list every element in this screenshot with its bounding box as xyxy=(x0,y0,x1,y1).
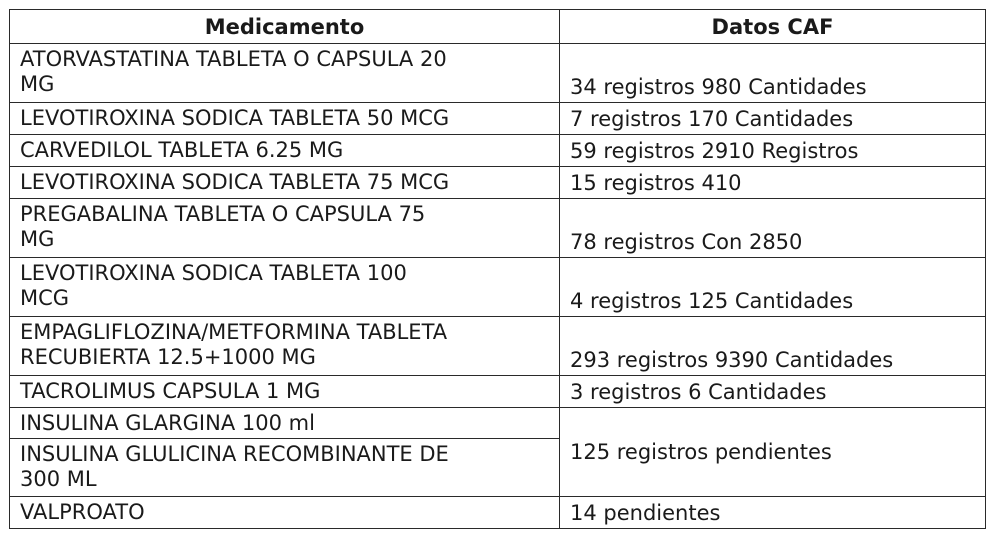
medicamento-cell: ATORVASTATINA TABLETA O CAPSULA 20 MG xyxy=(10,44,560,103)
medicamento-cell: VALPROATO xyxy=(10,497,560,529)
medication-table xyxy=(9,9,986,529)
medicamento-cell: INSULINA GLULICINA RECOMBINANTE DE 300 ML xyxy=(10,439,560,497)
datos-caf-cell: 34 registros 980 Cantidades xyxy=(560,44,986,103)
datos-caf-cell: 14 pendientes xyxy=(560,497,986,529)
datos-caf-cell: 78 registros Con 2850 xyxy=(560,199,986,258)
header-datos-caf: Datos CAF xyxy=(560,10,986,44)
header-medicamento: Medicamento xyxy=(10,10,560,44)
datos-caf-cell: 15 registros 410 xyxy=(560,167,986,199)
datos-caf-cell: 7 registros 170 Cantidades xyxy=(560,103,986,135)
table-row xyxy=(10,408,986,439)
table-row xyxy=(10,497,986,529)
medicamento-cell: PREGABALINA TABLETA O CAPSULA 75 MG xyxy=(10,199,560,258)
datos-caf-cell: 293 registros 9390 Cantidades xyxy=(560,317,986,376)
table-row xyxy=(10,258,986,317)
table-row xyxy=(10,317,986,376)
medicamento-cell: LEVOTIROXINA SODICA TABLETA 75 MCG xyxy=(10,167,560,199)
table-row xyxy=(10,135,986,167)
datos-caf-cell: 125 registros pendientes xyxy=(560,408,986,497)
header-row xyxy=(10,10,986,44)
table-row xyxy=(10,44,986,103)
datos-caf-cell: 3 registros 6 Cantidades xyxy=(560,376,986,408)
table-row xyxy=(10,103,986,135)
medicamento-cell: CARVEDILOL TABLETA 6.25 MG xyxy=(10,135,560,167)
table-row xyxy=(10,376,986,408)
datos-caf-cell: 4 registros 125 Cantidades xyxy=(560,258,986,317)
medicamento-cell: LEVOTIROXINA SODICA TABLETA 100 MCG xyxy=(10,258,560,317)
table-row xyxy=(10,167,986,199)
medicamento-cell: INSULINA GLARGINA 100 ml xyxy=(10,408,560,439)
datos-caf-cell: 59 registros 2910 Registros xyxy=(560,135,986,167)
medicamento-cell: TACROLIMUS CAPSULA 1 MG xyxy=(10,376,560,408)
medicamento-cell: LEVOTIROXINA SODICA TABLETA 50 MCG xyxy=(10,103,560,135)
medicamento-cell: EMPAGLIFLOZINA/METFORMINA TABLETA RECUBIERTA 12.5+1000 MG xyxy=(10,317,560,376)
table-row xyxy=(10,199,986,258)
